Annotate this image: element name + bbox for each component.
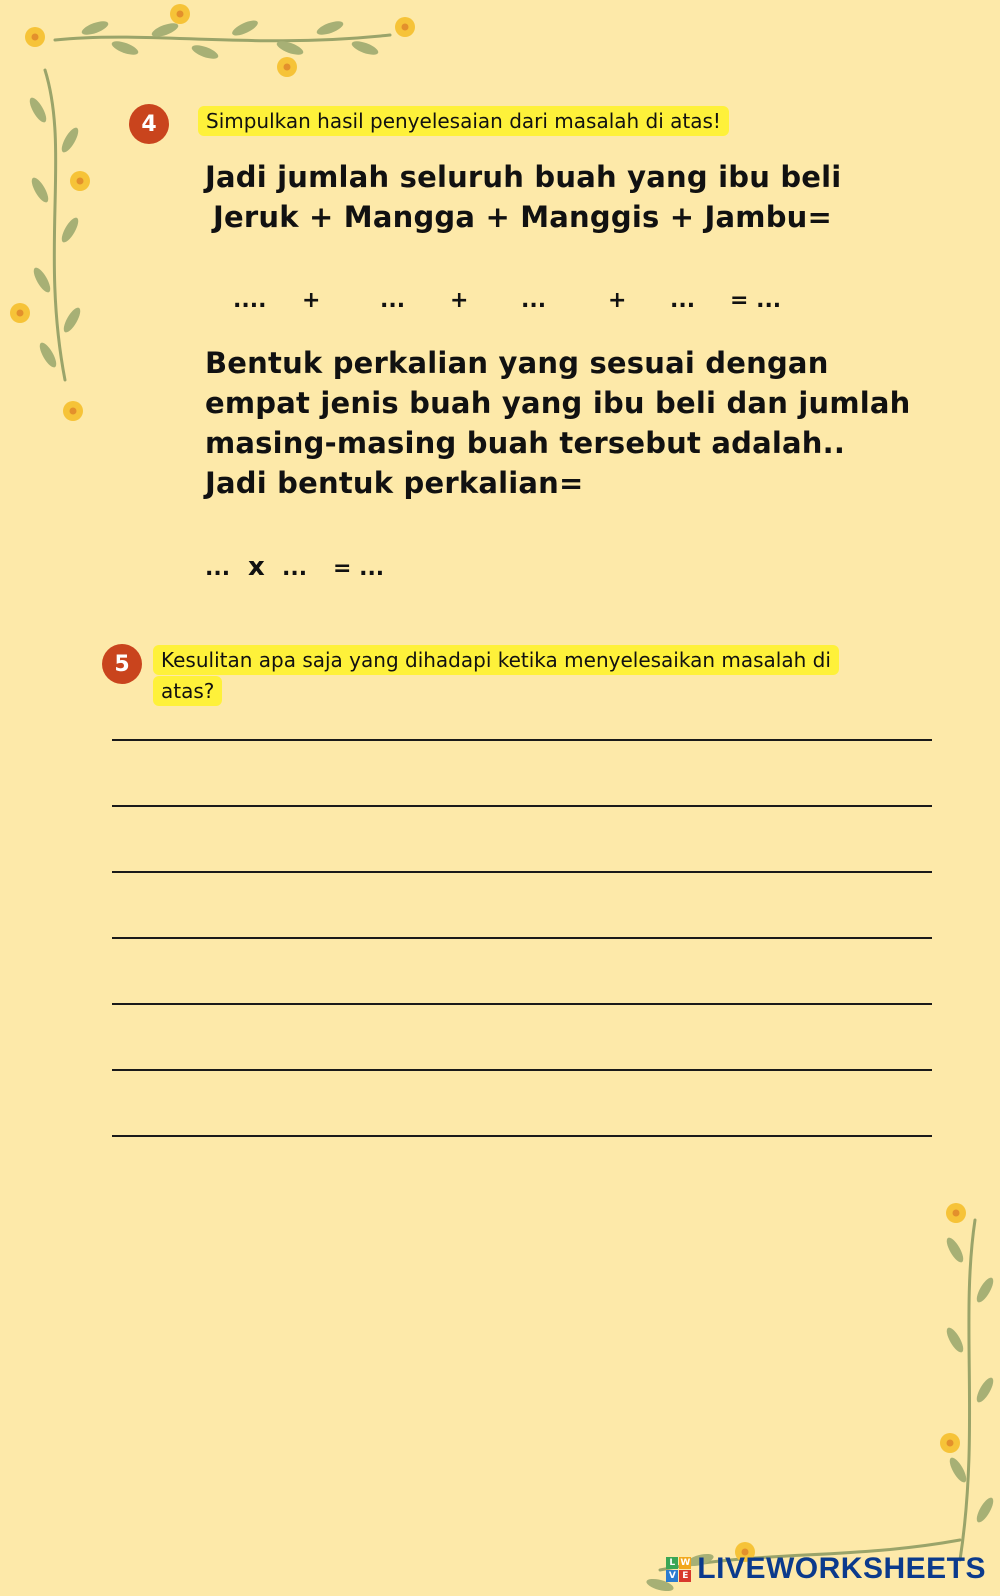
q4-line2: Jeruk + Mangga + Manggis + Jambu= (213, 200, 832, 234)
sum-result-blank[interactable]: = ... (730, 288, 782, 313)
q4-para1: Bentuk perkalian yang sesuai dengan (205, 346, 829, 380)
liveworksheets-wordmark: LIVEWORKSHEETS (697, 1552, 986, 1585)
sum-blank-3[interactable]: ... (521, 288, 547, 313)
mult-result-blank[interactable]: = ... (333, 556, 385, 581)
answer-line[interactable] (112, 937, 932, 939)
q4-para4: Jadi bentuk perkalian= (205, 466, 584, 500)
plus-sign: + (450, 288, 469, 313)
answer-line[interactable] (112, 1135, 932, 1137)
question-5-prompt-line1: Kesulitan apa saja yang dihadapi ketika menyelesaikan masalah di (153, 645, 839, 675)
plus-sign: + (608, 288, 627, 313)
plus-sign: + (302, 288, 321, 313)
liveworksheets-mark-icon: L W V E (666, 1557, 691, 1582)
answer-line[interactable] (112, 871, 932, 873)
answer-line[interactable] (112, 739, 932, 741)
sum-blank-2[interactable]: ... (380, 288, 406, 313)
answer-line[interactable] (112, 805, 932, 807)
q4-para2: empat jenis buah yang ibu beli dan jumlah (205, 386, 911, 420)
mult-blank-1[interactable]: ... (205, 556, 231, 581)
question-5-number: 5 (114, 651, 130, 677)
sum-blank-1[interactable]: .... (233, 288, 267, 313)
answer-line[interactable] (112, 1003, 932, 1005)
q4-line1: Jadi jumlah seluruh buah yang ibu beli (205, 160, 842, 194)
question-5-badge (102, 644, 142, 684)
question-4-number: 4 (141, 111, 157, 137)
question-4-badge (129, 104, 169, 144)
mult-blank-2[interactable]: ... (282, 556, 308, 581)
sum-blank-4[interactable]: ... (670, 288, 696, 313)
liveworksheets-logo (666, 1552, 986, 1586)
question-4-prompt: Simpulkan hasil penyelesaian dari masalah di atas! (198, 106, 729, 136)
times-sign: x (248, 552, 265, 582)
q4-para3: masing-masing buah tersebut adalah.. (205, 426, 846, 460)
answer-line[interactable] (112, 1069, 932, 1071)
question-5-prompt-line2: atas? (153, 676, 222, 706)
